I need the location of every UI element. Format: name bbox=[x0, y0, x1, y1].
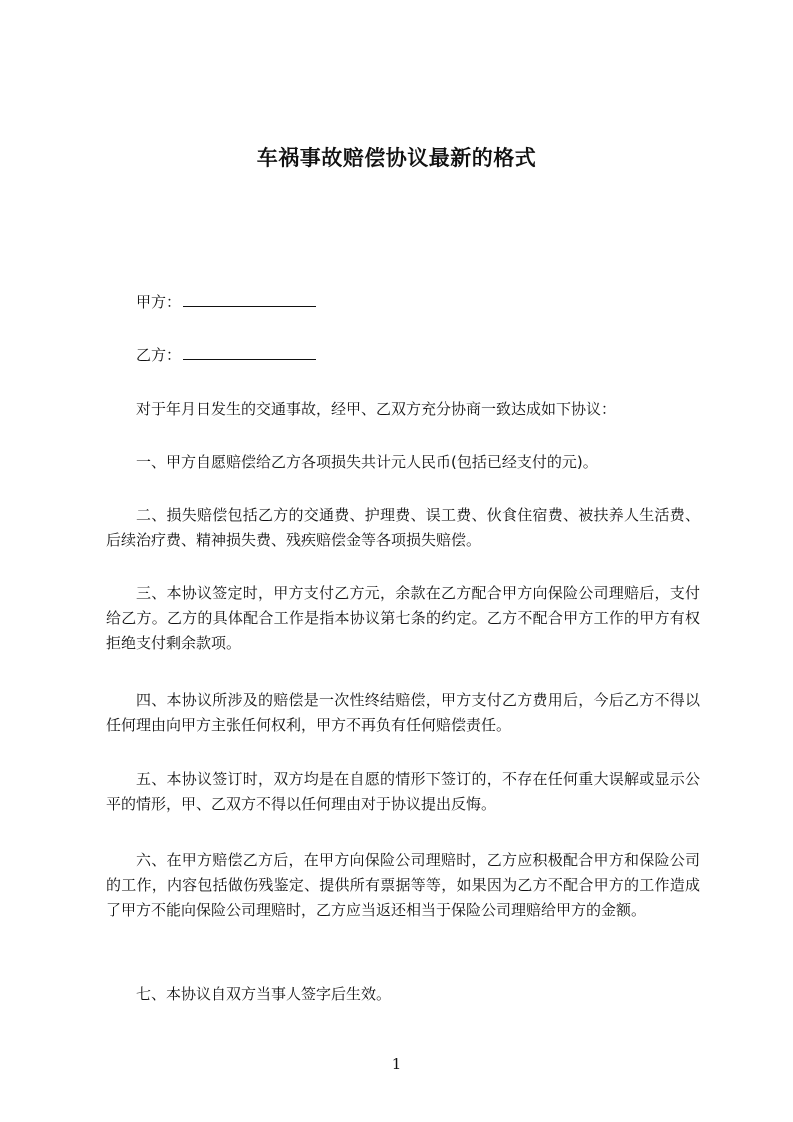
clause-1: 一、甲方自愿赔偿给乙方各项损失共计元人民币(包括已经支付的元)。 bbox=[136, 453, 598, 471]
clause-5: 五、本协议签订时，双方均是在自愿的情形下签订的，不存在任何重大误解或显示公平的情形，甲、乙双方不得以任何理由对于协议提出反悔。 bbox=[106, 770, 700, 813]
page-number: 1 bbox=[391, 1055, 402, 1073]
clause-6: 六、在甲方赔偿乙方后，在甲方向保险公司理赔时，乙方应积极配合甲方和保险公司的工作，内容包括做伤残鉴定、提供所有票据等等，如果因为乙方不配合甲方的工作造成了甲方不能向保险公司理赔时，乙方应当返还相当于保险公司理赔给甲方的金额。 bbox=[106, 851, 700, 919]
clause-3: 三、本协议签定时，甲方支付乙方元，余款在乙方配合甲方向保险公司理赔后，支付给乙方。乙方的具体配合工作是指本协议第七条的约定。乙方不配合甲方工作的甲方有权拒绝支付剩余款项。 bbox=[106, 584, 700, 652]
clause-2: 二、损失赔偿包括乙方的交通费、护理费、误工费、伙食住宿费、被扶养人生活费、后续治疗费、精神损失费、残疾赔偿金等各项损失赔偿。 bbox=[106, 506, 700, 549]
party-a-blank bbox=[183, 292, 316, 307]
party-a-label: 甲方： bbox=[136, 293, 182, 311]
party-a-line bbox=[136, 292, 316, 312]
party-b-line bbox=[136, 345, 316, 365]
clause-7: 七、本协议自双方当事人签字后生效。 bbox=[136, 985, 392, 1003]
party-b-label: 乙方： bbox=[136, 346, 182, 364]
party-b-blank bbox=[183, 345, 316, 360]
intro-paragraph: 对于年月日发生的交通事故，经甲、乙双方充分协商一致达成如下协议： bbox=[136, 400, 617, 418]
clause-4: 四、本协议所涉及的赔偿是一次性终结赔偿，甲方支付乙方费用后，今后乙方不得以任何理由向甲方主张任何权利，甲方不再负有任何赔偿责任。 bbox=[106, 691, 700, 734]
document-title: 车祸事故赔偿协议最新的格式 bbox=[256, 146, 537, 170]
